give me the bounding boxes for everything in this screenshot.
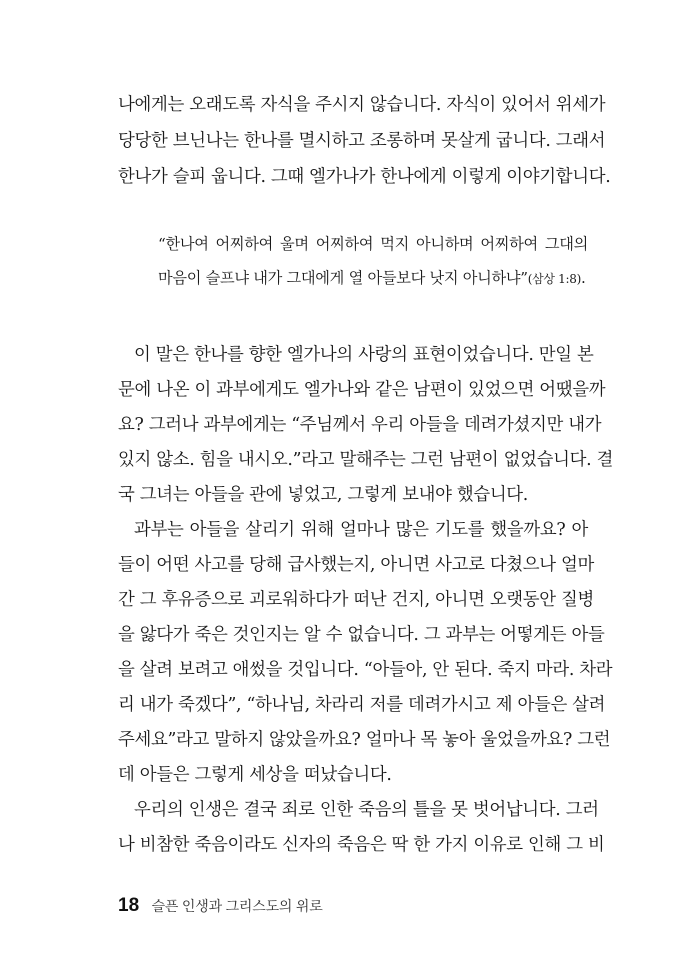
running-book-title: 슬픈 인생과 그리스도의 위로	[151, 898, 323, 914]
scripture-reference: (삼상 1:8)	[527, 272, 581, 286]
paragraph-3-line-8: 데 아들은 그렇게 세상을 떠났습니다.	[118, 765, 392, 785]
paragraph-3-line-1: 과부는 아들을 살리기 위해 얼마나 많은 기도를 했을까요? 아	[134, 520, 588, 540]
paragraph-2-line-1: 이 말은 한나를 향한 엘가나의 사랑의 표현이었습니다. 만일 본	[134, 345, 594, 365]
paragraph-2-line-5: 국 그녀는 아들을 관에 넣었고, 그렇게 보내야 했습니다.	[118, 485, 529, 505]
paragraph-4-line-2: 나 비참한 죽음이라도 신자의 죽음은 딱 한 가지 이유로 인해 그 비	[118, 835, 605, 855]
quote-line-2	[158, 267, 588, 290]
paragraph-2-line-3: 요? 그러나 과부에게는 “주님께서 우리 아들을 데려가셨지만 내가	[118, 415, 602, 435]
paragraph-3-line-2: 들이 어떤 사고를 당해 급사했는지, 아니면 사고로 다쳤으나 얼마	[118, 555, 595, 575]
paragraph-4-line-1: 우리의 인생은 결국 죄로 인한 죽음의 틀을 못 벗어납니다. 그러	[134, 800, 599, 820]
page-footer	[118, 895, 323, 917]
paragraph-3-line-5: 을 살려 보려고 애썼을 것입니다. “아들아, 안 된다. 죽지 마라. 차라	[118, 660, 613, 680]
paragraph-1-line-1: 나에게는 오래도록 자식을 주시지 않습니다. 자식이 있어서 위세가	[118, 95, 606, 115]
page-number: 18	[118, 895, 140, 916]
paragraph-3-line-4: 을 앓다가 죽은 것인지는 알 수 없습니다. 그 과부는 어떻게든 아들	[118, 625, 605, 645]
paragraph-1-line-3: 한나가 슬피 웁니다. 그때 엘가나가 한나에게 이렇게 이야기합니다.	[118, 167, 611, 187]
paragraph-3-line-6: 리 내가 죽겠다”, “하나님, 차라리 저를 데려가시고 제 아들은 살려	[118, 695, 606, 715]
quote-line-2-text: 마음이 슬프냐 내가 그대에게 열 아들보다 낫지 아니하냐”	[158, 269, 528, 287]
paragraph-3-line-3: 간 그 후유증으로 괴로워하다가 떠난 건지, 아니면 오랫동안 질병	[118, 590, 595, 610]
quote-period: .	[580, 269, 586, 287]
paragraph-2-line-2: 문에 나온 이 과부에게도 엘가나와 같은 남편이 있었으면 어땠을까	[118, 380, 606, 400]
paragraph-2-line-4: 있지 않소. 힘을 내시오.”라고 말해주는 그런 남편이 없었습니다. 결	[118, 450, 614, 470]
paragraph-1-line-2: 당당한 브닌나는 한나를 멸시하고 조롱하며 못살게 굽니다. 그래서	[118, 131, 606, 151]
quote-line-1: “한나여 어찌하여 울며 어찌하여 먹지 아니하며 어찌하여 그대의	[158, 235, 588, 253]
paragraph-3-line-7: 주세요”라고 말하지 않았을까요? 얼마나 목 놓아 울었을까요? 그런	[118, 730, 611, 750]
